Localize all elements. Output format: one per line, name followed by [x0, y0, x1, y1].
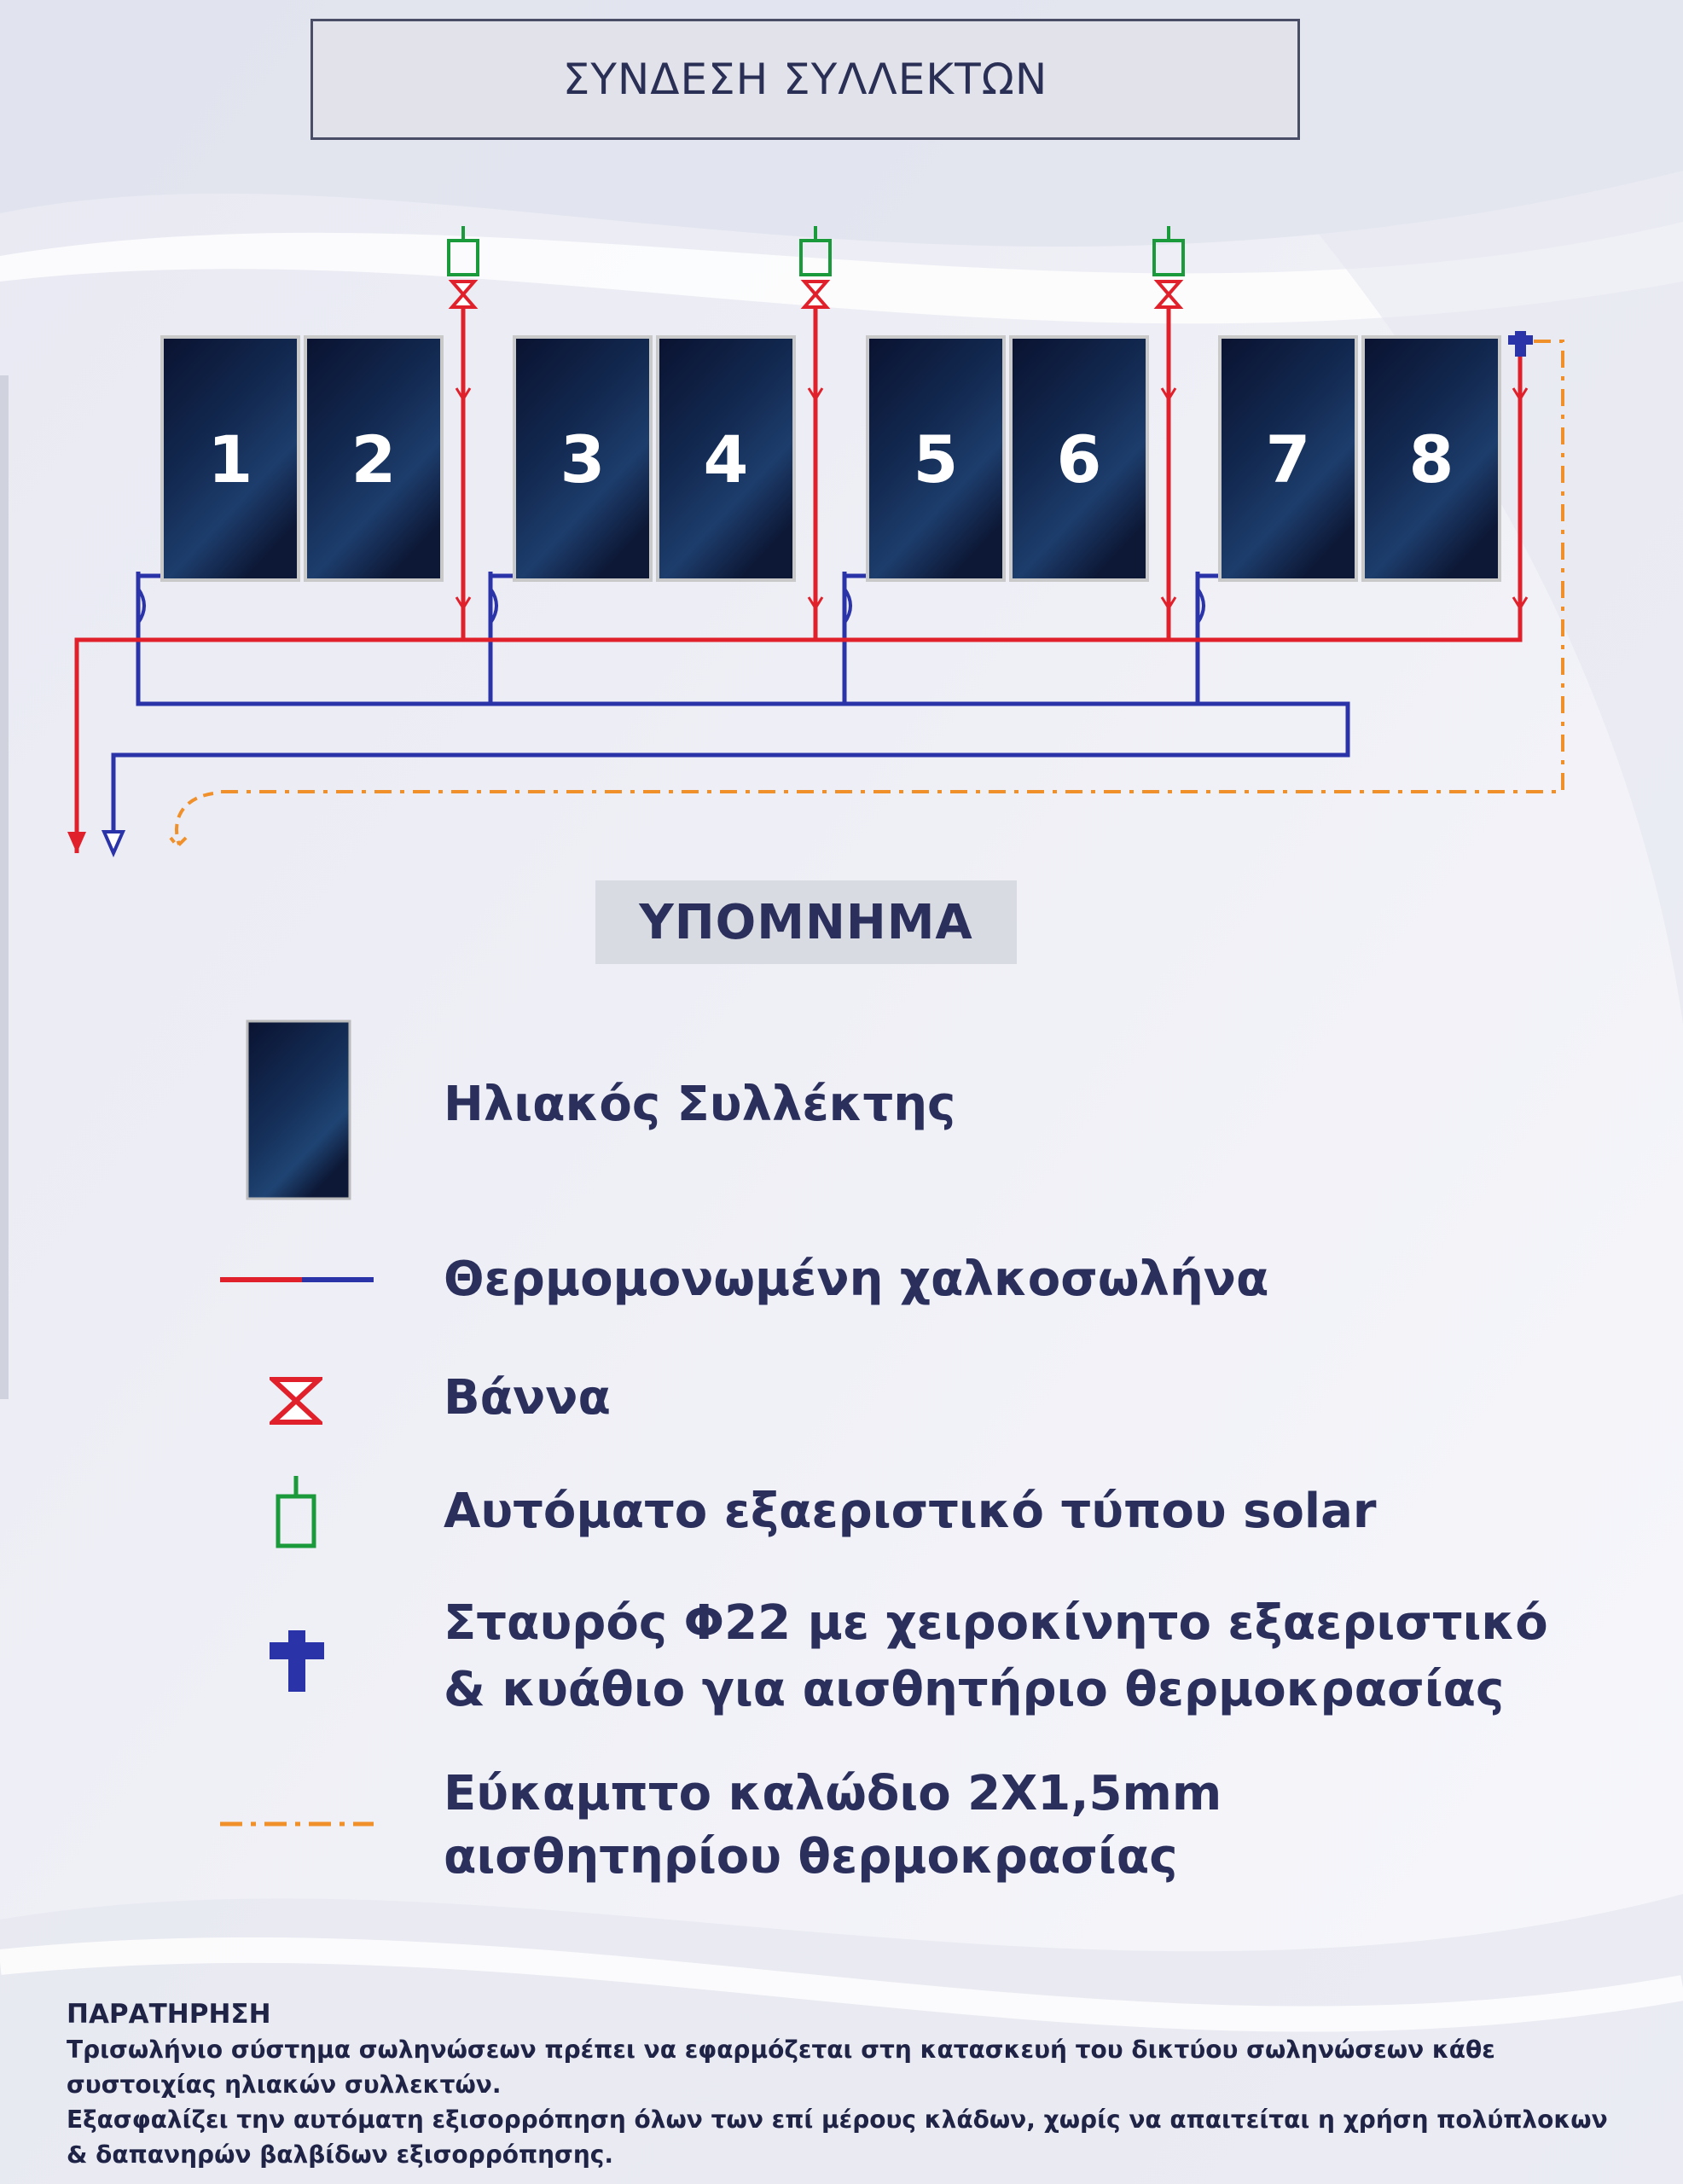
- sensor-cable-icon: [220, 1820, 374, 1828]
- cross-fitting-icon: [1508, 331, 1533, 357]
- insulated-pipe-icon: [220, 1271, 374, 1288]
- collector-number: 6: [1056, 421, 1102, 497]
- legend-label-line1: Σταυρός Φ22 με χειροκίνητο εξαεριστικό: [444, 1595, 1548, 1651]
- legend-label: Ηλιακός Συλλέκτης: [444, 1077, 956, 1132]
- collector-panels: [162, 337, 1500, 580]
- collector-connection-diagram: [0, 196, 1683, 879]
- collector-number: 4: [703, 421, 749, 497]
- legend-label: Βάννα: [444, 1370, 611, 1426]
- collector-2: [305, 337, 442, 580]
- collector-number: 8: [1408, 421, 1454, 497]
- hot-outlet-arrow: [67, 832, 86, 853]
- note-line: & δαπανηρών βαλβίδων εξισορρόπησης.: [67, 2140, 614, 2169]
- collector-3: [514, 337, 651, 580]
- note-line: Τρισωλήνιο σύστημα σωληνώσεων πρέπει να εφαρμόζεται στη κατασκευή του δικτύου σωληνώσεων κάθε: [67, 2036, 1495, 2064]
- collector-number: 5: [913, 421, 959, 497]
- page-title: ΣΥΝΔΕΣΗ ΣΥΛΛΕΚΤΩΝ: [310, 19, 1300, 140]
- note-line: συστοιχίας ηλιακών συλλεκτών.: [67, 2071, 502, 2099]
- note-line: Εξασφαλίζει την αυτόματη εξισορρόπηση όλων των επί μέρους κλάδων, χωρίς να απαιτείται η χρήση πολύπλοκων: [67, 2106, 1608, 2134]
- collector-7: [1220, 337, 1356, 580]
- legend-label-line2: αισθητηρίου θερμοκρασίας: [444, 1829, 1178, 1885]
- legend-label-line2: & κυάθιο για αισθητήριο θερμοκρασίας: [444, 1662, 1505, 1717]
- air-vent-icon: [275, 1476, 317, 1549]
- air-vent-icon: [449, 226, 1183, 275]
- collector-1: [162, 337, 299, 580]
- collector-number: 3: [560, 421, 606, 497]
- collector-8: [1363, 337, 1500, 580]
- note-section: [67, 1996, 1628, 2172]
- collector-4: [658, 337, 794, 580]
- legend-label: Αυτόματο εξαεριστικό τύπου solar: [444, 1484, 1377, 1539]
- legend-label: Θερμομονωμένη χαλκοσωλήνα: [444, 1252, 1269, 1307]
- legend-label-line1: Εύκαμπτο καλώδιο 2Χ1,5mm: [444, 1766, 1222, 1821]
- collector-number: 7: [1265, 421, 1311, 497]
- collector-number: 2: [351, 421, 397, 497]
- cross-fitting-icon: [270, 1630, 324, 1692]
- collector-5: [868, 337, 1004, 580]
- cold-outlet-arrow: [104, 832, 123, 853]
- collector-6: [1011, 337, 1147, 580]
- solar-collector-icon: [246, 1019, 351, 1200]
- valve-icon: [452, 282, 1180, 307]
- valve-icon: [270, 1376, 322, 1426]
- crossover-bends: [138, 589, 1204, 623]
- collector-number: 1: [207, 421, 253, 497]
- legend-title: ΥΠΟΜΝΗΜΑ: [595, 880, 1017, 964]
- note-title: ΠΑΡΑΤΗΡΗΣΗ: [67, 1999, 271, 2030]
